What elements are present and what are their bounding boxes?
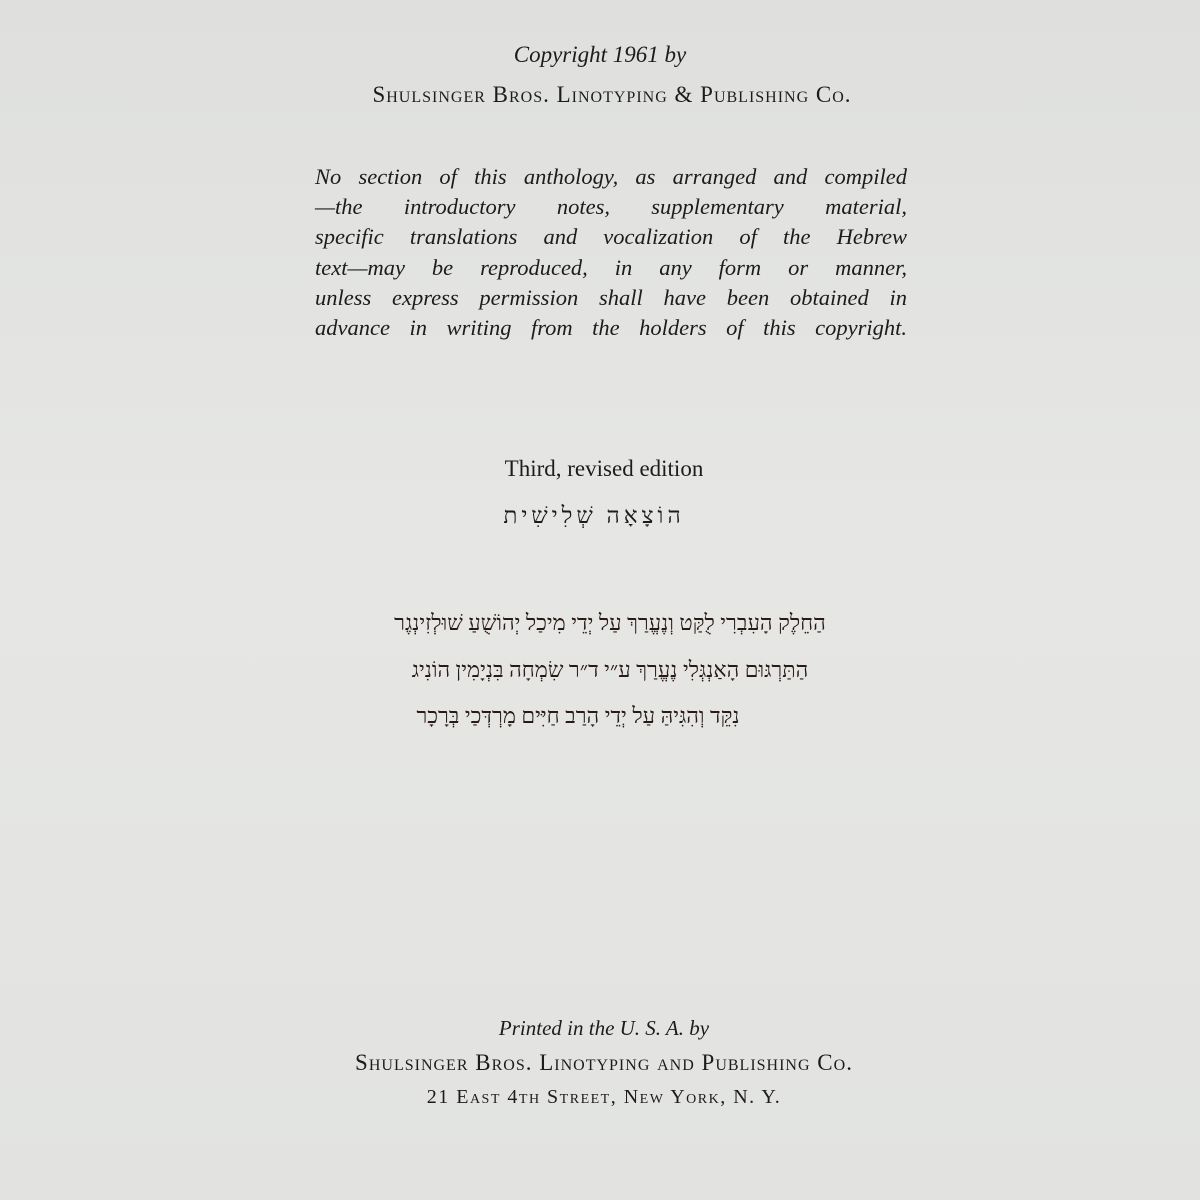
copyright-notice bbox=[315, 162, 907, 343]
hebrew-credit-line: נִקֵּד וְהִגִּיהַּ עַל יְדֵי הָרַב חַיִּים מָרְדְּכַי בְּרָכָר bbox=[416, 703, 740, 728]
publisher-name: Shulsinger Bros. Linotyping & Publishing Co. bbox=[372, 82, 852, 107]
publisher-name-footer: Shulsinger Bros. Linotyping and Publishing Co. bbox=[355, 1050, 853, 1075]
notice-line: No section of this anthology, as arranged and compiled bbox=[315, 164, 907, 189]
edition-english: Third, revised edition bbox=[504, 456, 704, 481]
notice-line: text—may be reproduced, in any form or manner, bbox=[315, 254, 907, 280]
notice-line: advance in writing from the holders of this copyright. bbox=[315, 315, 907, 341]
copyright-line: Copyright 1961 by bbox=[513, 42, 687, 67]
notice-line: specific translations and vocalization of the Hebrew bbox=[315, 224, 907, 250]
printed-in-line: Printed in the U. S. A. by bbox=[498, 1016, 710, 1040]
edition-hebrew: הוֹצָאָה שְׁלִישִׁית bbox=[503, 503, 685, 528]
notice-line: unless express permission shall have been obtained in bbox=[315, 284, 907, 310]
notice-line: —the introductory notes, supplementary material, bbox=[315, 194, 907, 220]
publisher-address: 21 East 4th Street, New York, N. Y. bbox=[426, 1086, 782, 1108]
hebrew-credit-line: הַחֵלֶק הָעִבְרִי לֻקַּט וְנֶעֱרַךְ עַל יְדֵי מִיכַל יְהוֹשֻׁעַ שׁוּלְזִינְגֶר bbox=[394, 610, 826, 635]
hebrew-credit-line: הַתַּרְגּוּם הָאַנְגְּלִי נֶעֱרַךְ ע״י ד״ר שִׂמְחָה בִּנְיָמִין הוֹנִיג bbox=[411, 657, 809, 682]
